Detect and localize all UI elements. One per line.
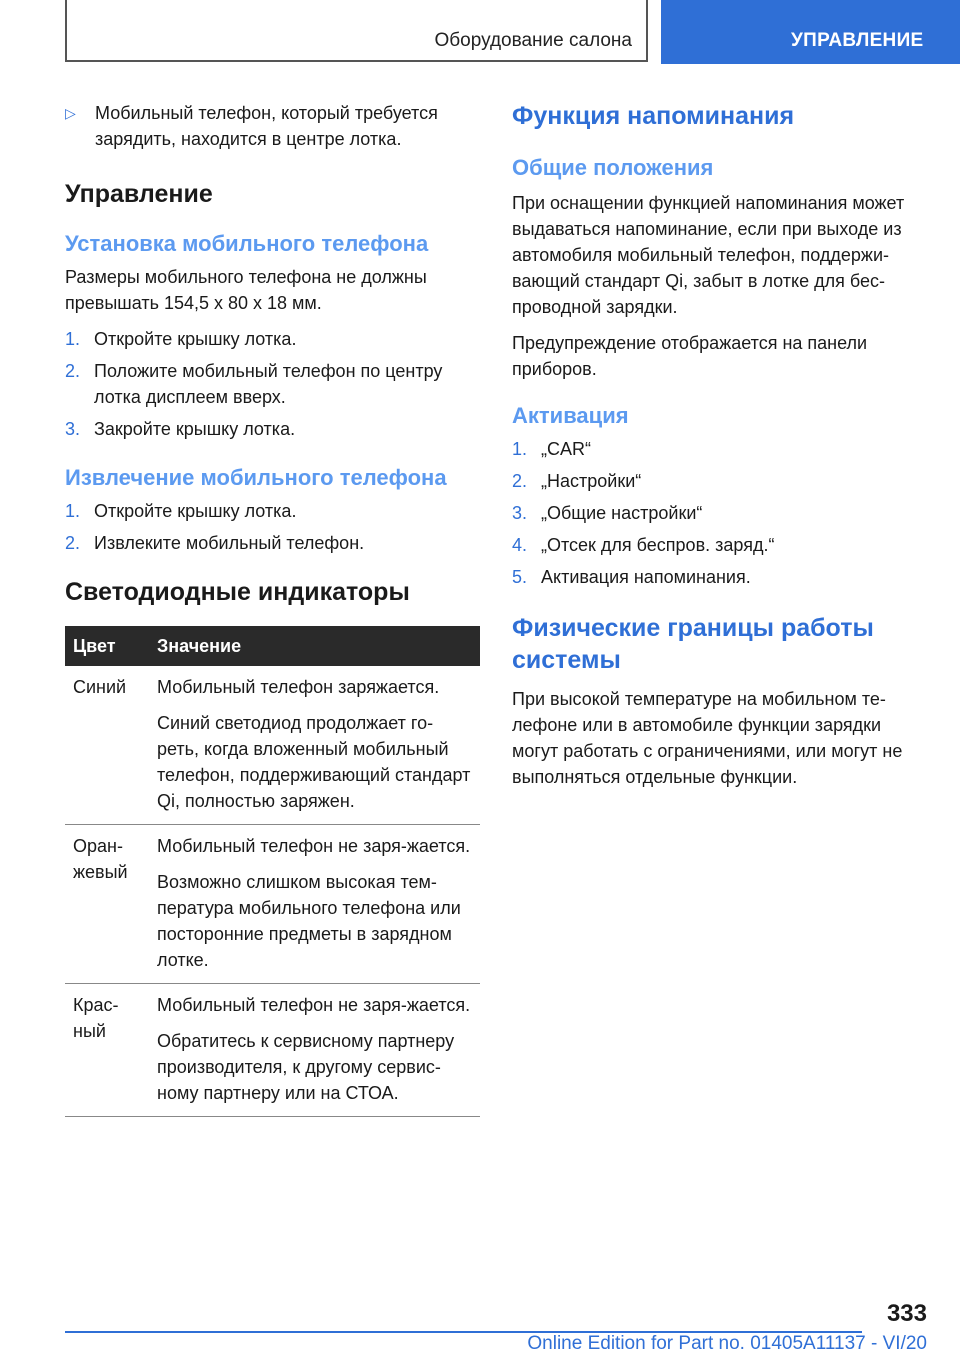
list-item: 5. Активация напоминания.: [512, 567, 751, 587]
install-steps: [65, 326, 480, 442]
header-chapter-tab[interactable]: [661, 0, 960, 64]
install-text: Размеры мобильного телефона не должны превышать 154,5 х 80 х 18 мм.: [65, 267, 427, 313]
heading-led: Светодиодные индикаторы: [65, 578, 410, 606]
limits-text: При высокой температуре на мобильном те-лефоне или в автомобиле функции зарядки могут работать с ограничениями, или могут не выполняться отдельные функции.: [512, 689, 903, 787]
general-text-2: Предупреждение отображается на панели приборов.: [512, 333, 868, 379]
cell-meaning: Мобильный телефон заряжается. Синий светодиод продолжает го-реть, когда вложенный мобильный телефон, поддерживающий стандарт Qi, полностью заряжен.: [149, 666, 480, 825]
page-number: 333: [886, 1300, 927, 1327]
cell-color: Оран-жевый: [65, 825, 149, 984]
remove-steps: [65, 498, 480, 556]
right-column: [512, 100, 930, 800]
cell-meaning: Мобильный телефон не заря-жается. Возможно слишком высокая тем-пература мобильного телефона или посторонние предметы в зарядном лотке.: [149, 825, 480, 984]
heading-install: Установка мобильного телефона: [65, 231, 429, 256]
bullet-item: [65, 100, 480, 152]
list-item: 2. Положите мобильный телефон по центру лотка дисплеем вверх.: [65, 361, 443, 407]
table-header-row: [65, 626, 480, 666]
cell-color: Синий: [65, 666, 149, 825]
list-item: 4. „Отсек для беспров. заряд.“: [512, 535, 775, 555]
list-item: 3. „Общие настройки“: [512, 503, 703, 523]
list-item: 2. „Настройки“: [512, 471, 642, 491]
header-chapter-label: УПРАВЛЕНИЕ: [791, 30, 924, 51]
triangle-bullet-icon: ▷: [65, 105, 76, 121]
header-section-box: [65, 0, 648, 62]
heading-reminder: Функция напоминания: [512, 102, 795, 130]
heading-limits: Физические границы работы системы: [512, 614, 874, 674]
cell-color: Крас-ный: [65, 984, 149, 1117]
led-table: [65, 626, 480, 1117]
column-header-color: Цвет: [65, 626, 149, 666]
cell-meaning: Мобильный телефон не заря-жается. Обратитесь к сервисному партнеру производителя, к другому сервис-ному партнеру или на СТОА.: [149, 984, 480, 1117]
general-text-1: При оснащении функцией напоминания может выдаваться напоминание, если при выходе из автомобиля мобильный телефон, поддержи-вающий стандарт Qi, забыт в лотке для бес-проводной зарядки.: [512, 193, 905, 317]
list-item: 1. Откройте крышку лотка.: [65, 329, 297, 349]
table-row: [65, 984, 480, 1117]
list-item: 2. Извлеките мобильный телефон.: [65, 533, 365, 553]
footer-edition: Online Edition for Part no. 01405A11137 - VI/20: [527, 1333, 927, 1354]
header-section-title: Оборудование салона: [434, 30, 632, 51]
heading-control: Управление: [65, 180, 213, 208]
activation-steps: [512, 436, 930, 590]
list-item: 1. Откройте крышку лотка.: [65, 501, 297, 521]
left-column: [65, 100, 480, 1117]
heading-activation: Активация: [512, 403, 629, 428]
table-row: [65, 825, 480, 984]
list-item: 3. Закройте крышку лотка.: [65, 419, 296, 439]
table-row: [65, 666, 480, 825]
column-header-meaning: Значение: [149, 626, 480, 666]
heading-general: Общие положения: [512, 155, 714, 180]
bullet-text: Мобильный телефон, который требуется зарядить, находится в центре лотка.: [95, 103, 438, 149]
list-item: 1. „CAR“: [512, 439, 591, 459]
heading-remove: Извлечение мобильного телефона: [65, 465, 447, 490]
